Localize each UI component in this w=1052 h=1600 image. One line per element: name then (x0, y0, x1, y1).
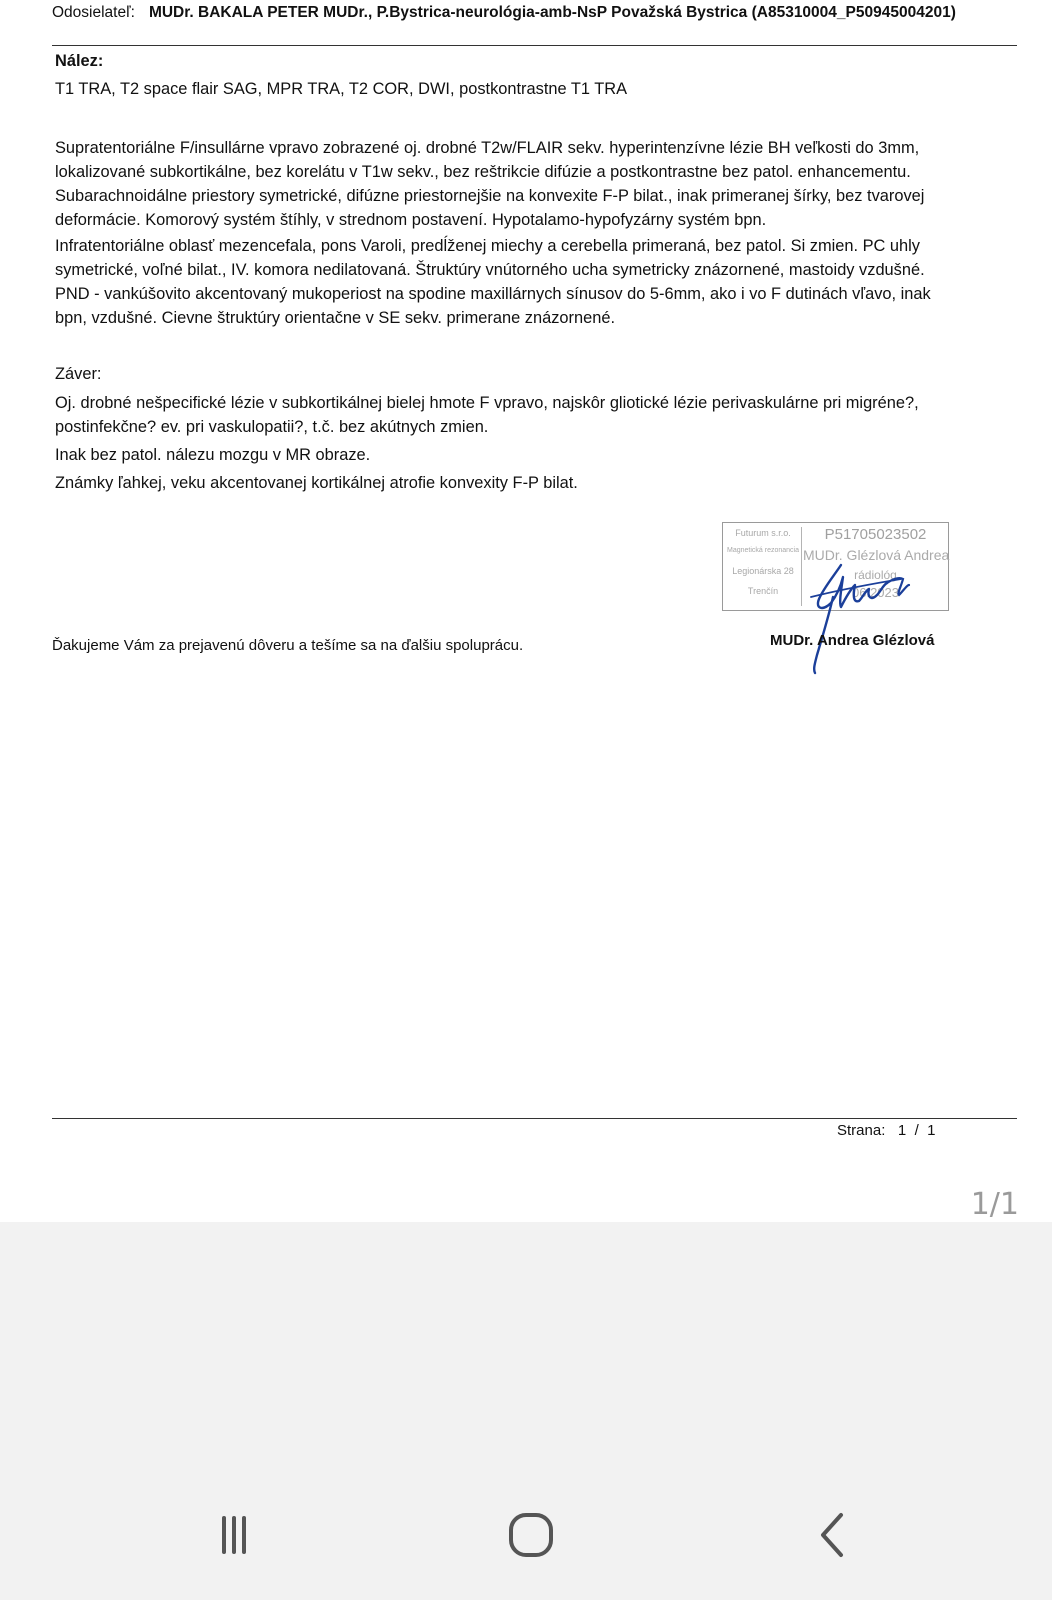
back-button[interactable] (803, 1505, 863, 1565)
thanks-line: Ďakujeme Vám za prejavenú dôveru a tešíme sa na ďalšiu spoluprácu. (52, 637, 524, 654)
footer-divider (52, 1118, 1017, 1119)
viewer-page-counter: 1/1 (970, 1187, 1019, 1222)
stamp-street: Legionárska 28 (732, 566, 794, 576)
infratentorial-paragraph (55, 234, 1030, 330)
back-icon (811, 1511, 855, 1559)
sender-line (52, 4, 1032, 22)
text-line: PND - vankúšovito akcentovaný mukoperiost na spodine maxillárnych sínusov do 5-6mm, ako i vo F dutinách vľavo, inak (55, 285, 931, 303)
text-line: lokalizované subkortikálne, bez korelátu v T1w sekv., bez reštrikcie difúzie a postkontrastne bez patol. enhancementu. (55, 163, 911, 181)
handwritten-signature (805, 555, 945, 675)
conclusion-heading: Záver: (55, 365, 102, 383)
sender-value: MUDr. BAKALA PETER MUDr., P.Bystrica-neurológia-amb-NsP Považská Bystrica (A85310004_P50945004201) (148, 4, 956, 21)
sequences-line: T1 TRA, T2 space flair SAG, MPR TRA, T2 COR, DWI, postkontrastne T1 TRA (55, 80, 628, 98)
stamp-date: 06.2023 (852, 585, 899, 600)
home-icon (507, 1511, 555, 1559)
text-line: Oj. drobné nešpecifické lézie v subkortikálnej bielej hmote F vpravo, najskôr gliotické lézie perivaskulárne pri migréne?, (55, 394, 919, 412)
stamp-doctor: MUDr. Glézlová Andrea (803, 547, 950, 563)
stamp-company: Futurum s.r.o. (735, 528, 791, 538)
stamp-code: P51705023502 (824, 526, 927, 543)
text-line: Subarachnoidálne priestory symetrické, difúzne priestornejšie na konvexite F-P bilat., inak primeranej šírky, bez tvarovej (55, 187, 925, 205)
header-divider (52, 45, 1017, 46)
stamp-department: Magnetická rezonancia (727, 547, 799, 554)
conclusion-paragraph (55, 391, 1030, 439)
stamp-city: Trenčín (747, 586, 779, 596)
text-line: Infratentoriálne oblasť mezencefala, pons Varoli, predĺženej miechy a cerebella primeraná, bez patol. Si zmien. PC uhly (55, 237, 920, 255)
text-line: bpn, vzdušné. Cievne štruktúry orientačne v SE sekv. primerane znázornené. (55, 309, 615, 327)
stamp-divider (801, 527, 802, 606)
conclusion-atrophy: Známky ľahkej, veku akcentovanej kortikálnej atrofie konvexity F-P bilat. (55, 474, 578, 492)
supratentorial-paragraph (55, 136, 1030, 232)
text-line: deformácie. Komorový systém štíhly, v strednom postavení. Hypotalamo-hypofyzárny systém bpn. (55, 211, 767, 229)
text-line: postinfekčne? ev. pri vaskulopatii?, t.č. bez akútnych zmien. (55, 418, 489, 436)
conclusion-normal: Inak bez patol. nálezu mozgu v MR obraze. (55, 446, 371, 464)
finding-heading: Nález: (55, 52, 104, 70)
text-line: Supratentoriálne F/insullárne vpravo zobrazené oj. drobné T2w/FLAIR sekv. hyperintenzívne lézie BH veľkosti do 3mm, (55, 139, 920, 157)
doctor-name: MUDr. Andrea Glézlová (770, 632, 935, 649)
recent-apps-icon (212, 1513, 256, 1557)
recent-apps-button[interactable] (204, 1505, 264, 1565)
page-label: Strana: (837, 1122, 886, 1139)
page-number (837, 1122, 935, 1139)
stamp-specialty: rádiológ (854, 568, 897, 582)
sender-label: Odosielateľ: (52, 4, 135, 21)
page-value: 1 / 1 (897, 1122, 936, 1139)
text-line: symetrické, voľné bilat., IV. komora nedilatovaná. Štruktúry vnútorného ucha symetricky znázornené, mastoidy vzdušné. (55, 261, 925, 279)
home-button[interactable] (501, 1505, 561, 1565)
